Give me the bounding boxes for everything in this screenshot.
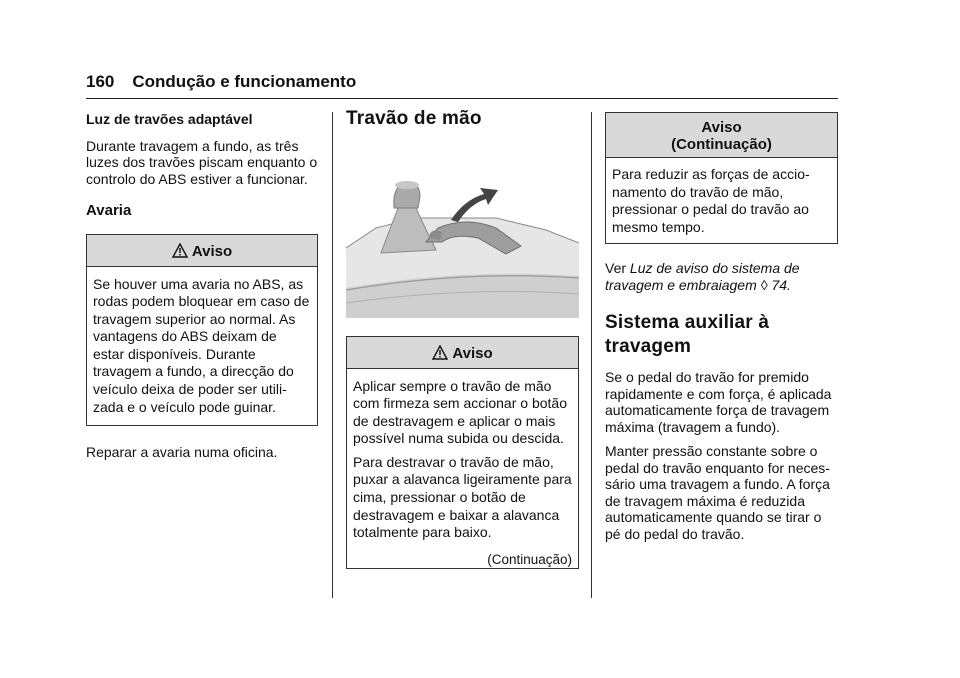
column-divider-2 [591, 112, 592, 598]
repair-note: Reparar a avaria numa oficina. [86, 444, 278, 461]
header-rule [86, 98, 838, 99]
section-heading-adaptive-brake-light: Luz de travões adaptável [86, 111, 253, 127]
warning-label: Aviso [452, 344, 493, 362]
warning-triangle-icon [172, 243, 188, 258]
warning-text-abs: Se houver uma avaria no ABS, as rodas podem bloquear em caso de travagem superior ao normal. As vantagens do ABS deixam de estar disponíveis. Durante travagem a fundo, a direcção do veículo deixa de poder ser utili- zada e o veículo pode guinar. [93, 275, 310, 415]
cross-reference: Ver Luz de aviso do sistema de travagem e embraiagem ◊ 74. [605, 260, 800, 293]
warning-box-continued [605, 112, 838, 244]
cross-reference-link[interactable]: Luz de aviso do sistema de travagem e embraiagem [605, 260, 800, 293]
brake-assist-text-2: Manter pressão constante sobre o pedal do travão enquanto for neces- sário uma travagem a fundo. A força de travagem máxima é reduzida automaticamente quando se tirar o pé do pedal do travão. [605, 443, 830, 542]
handbrake-illustration [346, 178, 579, 318]
adaptive-brake-light-text: Durante travagem a fundo, as três luzes dos travões piscam enquanto o controlo do ABS estiver a funcionar. [86, 137, 318, 187]
warning-text-force: Para reduzir as forças de accio- namento do travão de mão, pressionar o pedal do travão ao mesmo tempo. [612, 166, 810, 235]
column-1 [86, 108, 318, 461]
brake-assist-text-1: Se o pedal do travão for premido rapidamente e com força, é aplicada automaticamente força de travagem máxima (travagem a fundo). [605, 369, 832, 435]
page-title: Condução e funcionamento [132, 72, 357, 91]
see-prefix: Ver [605, 260, 627, 277]
column-divider-1 [332, 112, 333, 598]
page-ref-icon: ◊ [760, 276, 768, 293]
section-heading-brake-assist: Sistema auxiliar à travagem [605, 312, 770, 358]
column-2 [346, 108, 579, 569]
warning-body [347, 369, 578, 569]
cross-reference-page[interactable]: 74 [771, 276, 788, 293]
warning-label: Aviso [701, 119, 742, 136]
page-header [86, 72, 356, 92]
column-3 [605, 108, 838, 542]
warning-body [87, 267, 317, 426]
warning-triangle-icon [432, 345, 448, 360]
warning-header [87, 235, 317, 267]
continued-label: (Continuação) [487, 551, 572, 567]
warning-body [606, 158, 837, 243]
warning-label: Aviso [191, 242, 233, 260]
warning-header [606, 113, 837, 158]
warning-box-handbrake [346, 336, 579, 570]
warning-continued-label: (Continuação) [671, 136, 772, 153]
warning-header [347, 337, 578, 369]
section-heading-handbrake: Travão de mão [346, 108, 482, 129]
warning-box-abs [86, 234, 318, 427]
warning-text-release: Para destravar o travão de mão, puxar a alavanca ligeiramente para cima, pressionar o botão de destravagem e baixar a alavanca totalmente para baixo. [353, 453, 572, 541]
warning-text-apply: Aplicar sempre o travão de mão com firmeza sem accionar o botão de destravagem e aplicar o mais possível numa subida ou descida. [353, 377, 567, 447]
page-number: 160 [86, 72, 115, 91]
subheading-avaria: Avaria [86, 202, 132, 219]
